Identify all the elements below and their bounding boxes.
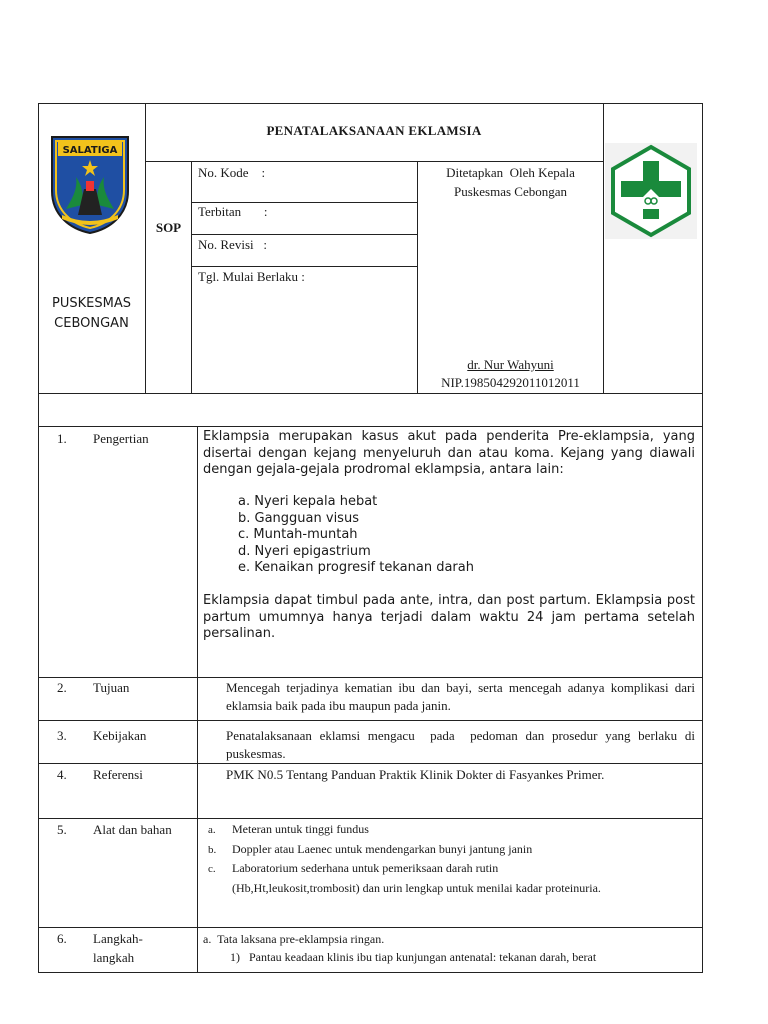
row-divider-terbitan [191,234,417,235]
section4-bottom-line [38,818,703,819]
list-item-continuation: (Hb,Ht,leukosit,trombosit) dan urin lengkap untuk menilai kadar proteinuria. [232,880,601,895]
section-4-number: 4. [57,767,67,782]
section-6-label-line2: langkah [93,950,135,965]
table-border-bottom [38,972,703,973]
section-5-number: 5. [57,822,67,837]
section-5-label: Alat dan bahan [93,822,172,837]
section5-bottom-line [38,927,703,928]
list-item: c. Muntah-muntah [238,527,358,542]
city-emblem [48,133,132,235]
section-1-number: 1. [57,431,67,446]
logo-col-divider [145,103,146,394]
sop-col-divider [191,161,192,394]
field-tgl-mulai: Tgl. Mulai Berlaku : [198,269,305,284]
content-col-divider [197,426,198,973]
table-border-left [38,103,39,973]
list-item: b. Doppler atau Laenec untuk mendengarkan bunyi jantung janin [208,841,533,856]
section3-bottom-line [38,763,703,764]
ditetapkan-line1: Ditetapkan Oleh Kepala [446,165,575,180]
title-divider [145,161,603,162]
list-item: d. Nyeri epigastrium [238,543,371,559]
puskesmas-logo [605,143,697,239]
signer-name: dr. Nur Wahyuni [467,357,554,372]
signer-nip: NIP.198504292011012011 [441,375,580,390]
section-6-line1: a. Tata laksana pre-eklampsia ringan. [203,932,385,946]
section-4-label: Referensi [93,767,143,782]
page-title: PENATALAKSANAAN EKLAMSIA [266,123,482,138]
emblem-banner-text: SALATIGA [62,145,118,156]
section-2-number: 2. [57,680,67,695]
list-item: a. Nyeri kepala hebat [238,494,378,509]
section-6-number: 6. [57,931,67,946]
section-6-line2: 1) Pantau keadaan klinis ibu tiap kunjungan antenatal: tekanan darah, berat [230,950,597,964]
section-3-text: Penatalaksanaan eklamsi mengacu pada pedoman dan prosedur yang berlaku di puskesmas. [226,728,699,761]
list-item: e. Kenaikan progresif tekanan darah [238,560,474,575]
org-name-line1: PUSKESMAS [52,296,131,311]
section2-bottom-line [38,720,703,721]
section-6-label-line1: Langkah- [93,931,143,946]
list-item: c. Laboratorium sederhana untuk pemeriksaan darah rutin [208,861,499,875]
field-no-kode: No. Kode : [198,165,266,180]
section-1-outro: Eklampsia dapat timbul pada ante, intra, dan post partum. Eklampsia post partum umumnya hanya terjadi dalam waktu 24 jam pertama setelah persalinan. [203,593,695,641]
section-5-list [208,820,601,897]
table-border-right [702,103,703,973]
section-1-list [238,494,474,577]
field-no-revisi: No. Revisi : [198,237,267,252]
logo-right-col-divider [603,103,604,394]
ditetapkan-line2: Puskesmas Cebongan [453,184,568,199]
section-1-intro: Eklampsia merupakan kasus akut pada penderita Pre-eklampsia, yang disertai dengan kejang menyeluruh dan atau koma. Kejang yang diawali dengan gejala-gejala prodromal eklampsia, antara lain: [203,429,695,477]
spacer-bottom-line [38,426,703,427]
org-name-line2: CEBONGAN [54,316,129,331]
list-item: b. Gangguan visus [238,510,359,526]
section-2-text: Mencegah terjadinya kematian ibu dan bayi, serta mencegah adanya komplikasi dari eklamsia baik pada ibu maupun pada janin. [226,680,695,713]
section-3-number: 3. [57,728,67,743]
section-3-label: Kebijakan [93,728,147,743]
section-1-label: Pengertian [93,431,149,446]
section-2-label: Tujuan [93,680,130,695]
field-terbitan: Terbitan : [198,204,268,219]
section-4-text: PMK N0.5 Tentang Panduan Praktik Klinik Dokter di Fasyankes Primer. [226,767,605,782]
sop-label: SOP [155,220,182,235]
row-divider-revisi [191,266,417,267]
list-item: a. Meteran untuk tinggi fundus [208,822,369,836]
section1-bottom-line [38,677,703,678]
